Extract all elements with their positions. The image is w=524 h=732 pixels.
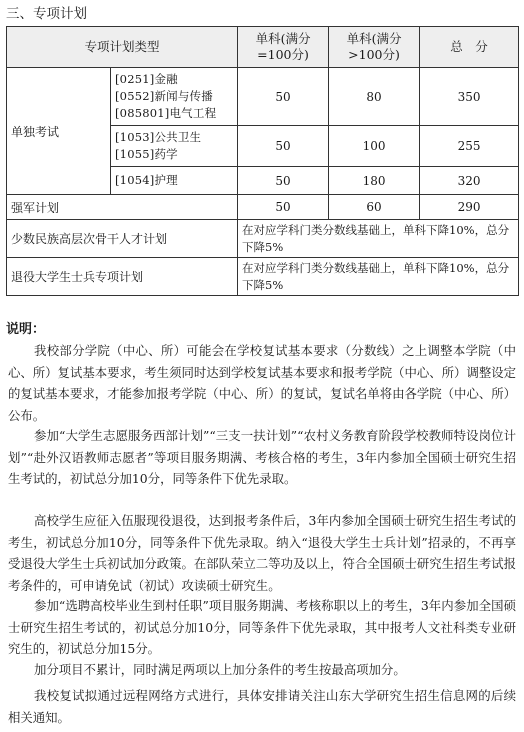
subject-codes bbox=[111, 68, 238, 126]
subject-code: [0251]金融 bbox=[115, 72, 178, 86]
header-plan-type: 专项计划类型 bbox=[7, 27, 238, 68]
minority-plan-note: 在对应学科门类分数线基础上，单科下降10%，总分下降5% bbox=[238, 220, 519, 258]
veterans-plan-label: 退役大学生士兵专项计划 bbox=[7, 258, 238, 296]
minority-plan-label: 少数民族高层次骨干人才计划 bbox=[7, 220, 238, 258]
qiangjun-label: 强军计划 bbox=[7, 195, 238, 220]
special-plan-table bbox=[6, 26, 519, 296]
note-paragraph: 加分项目不累计，同时满足两项以上加分条件的考生按最高项加分。 bbox=[34, 662, 406, 677]
score-total: 350 bbox=[420, 68, 519, 126]
score-total: 320 bbox=[420, 167, 519, 195]
subject-code: [1053]公共卫生 bbox=[115, 130, 202, 144]
score-single-over100: 180 bbox=[329, 167, 420, 195]
note-paragraph: 参加“大学生志愿服务西部计划”“三支一扶计划”“农村义务教育阶段学校教师特设岗位计划”“赴外汉语教师志愿者”等项目服务期满、考核合格的考生，3年内参加全国硕士研究生招生考试的，初试总分加10分，同等条件下优先录取。 bbox=[8, 428, 516, 486]
subject-code: [1055]药学 bbox=[115, 147, 178, 161]
subject-code: [085801]电气工程 bbox=[115, 106, 217, 120]
table-header-row bbox=[7, 27, 519, 68]
table-row bbox=[7, 258, 519, 296]
score-single-over100: 60 bbox=[329, 195, 420, 220]
separate-exam-label: 单独考试 bbox=[7, 68, 111, 195]
note-paragraph: 我校复试拟通过远程网络方式进行，具体安排请关注山东大学研究生招生信息网的后续相关通知。 bbox=[8, 688, 516, 725]
note-paragraph: 参加“选聘高校毕业生到村任职”项目服务期满、考核称职以上的考生，3年内参加全国硕士研究生招生考试的，初试总分加10分，同等条件下优先录取，其中报考人文社科类专业研究生的，初试总分加15分。 bbox=[8, 598, 516, 656]
table-row bbox=[7, 195, 519, 220]
note-paragraph: 我校部分学院（中心、所）可能会在学校复试基本要求（分数线）之上调整本学院（中心、所）复试基本要求，考生须同时达到学校复试基本要求和报考学院（中心、所）调整设定的复试基本要求，才能参加报考学院（中心、所）的复试，复试名单将由各学院（中心、所）公布。 bbox=[8, 343, 517, 423]
score-total: 290 bbox=[420, 195, 519, 220]
score-single-over100: 80 bbox=[329, 68, 420, 126]
table-row bbox=[7, 220, 519, 258]
score-total: 255 bbox=[420, 126, 519, 167]
header-single-over100: 单科(满分>100分) bbox=[329, 27, 420, 68]
header-single-100: 单科(满分=100分) bbox=[238, 27, 329, 68]
score-single-100: 50 bbox=[238, 126, 329, 167]
score-single-over100: 100 bbox=[329, 126, 420, 167]
subject-code: [0552]新闻与传播 bbox=[115, 89, 213, 103]
table-row bbox=[7, 68, 519, 126]
subject-code: [1054]护理 bbox=[115, 173, 178, 187]
score-single-100: 50 bbox=[238, 167, 329, 195]
score-single-100: 50 bbox=[238, 195, 329, 220]
score-single-100: 50 bbox=[238, 68, 329, 126]
subject-codes bbox=[111, 126, 238, 167]
veterans-plan-note: 在对应学科门类分数线基础上，单科下降10%，总分下降5% bbox=[238, 258, 519, 296]
subject-codes bbox=[111, 167, 238, 195]
header-total: 总 分 bbox=[420, 27, 519, 68]
section-heading: 三、专项计划 bbox=[6, 6, 87, 22]
note-paragraph: 高校学生应征入伍服现役退役，达到报考条件后，3年内参加全国硕士研究生招生考试的考生，初试总分加10分，同等条件下优先录取。纳入“退役大学生士兵计划”招录的，不再享受退役大学生士兵初试加分政策。在部队荣立二等功及以上，符合全国硕士研究生招生考试报考条件的，可申请免试（初试）攻读硕士研究生。 bbox=[8, 513, 517, 593]
notes-title: 说明： bbox=[6, 322, 46, 337]
